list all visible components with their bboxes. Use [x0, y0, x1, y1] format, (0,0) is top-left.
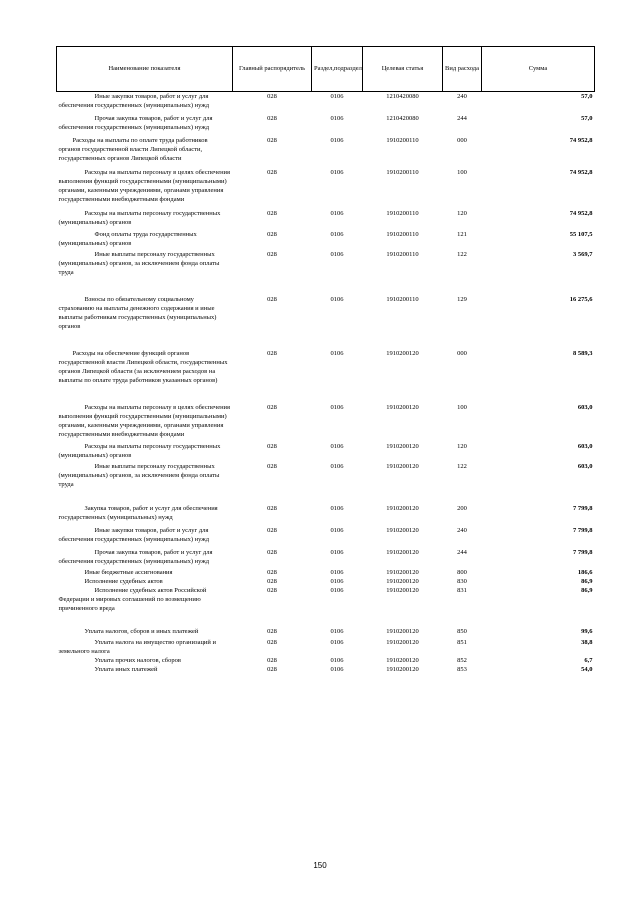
- row-target: 1910200120: [386, 569, 419, 576]
- row-expense-type: 244: [457, 115, 467, 122]
- row-main-manager: 028: [267, 463, 277, 470]
- row-name-text: Иные выплаты персоналу государственных (муниципальных) органов, за исключением фонда оплаты труда: [58, 251, 220, 276]
- header-section: Раздел,подраздел: [312, 47, 363, 92]
- row-main-manager: 028: [267, 231, 277, 238]
- row-main-manager: 028: [267, 578, 277, 585]
- table-row: [57, 136, 595, 168]
- row-main-manager: 028: [267, 628, 277, 635]
- row-name: [57, 295, 233, 349]
- row-section: 0106: [330, 628, 344, 635]
- row-section: 0106: [330, 657, 344, 664]
- row-target: 1910200120: [386, 404, 419, 411]
- row-name: [57, 548, 233, 568]
- row-section: 0106: [330, 569, 344, 576]
- row-section: 0106: [330, 93, 344, 100]
- row-section: 0106: [330, 251, 344, 258]
- row-main-manager: 028: [267, 296, 277, 303]
- row-name-text: Исполнение судебных актов: [84, 578, 163, 585]
- row-expense-type: 000: [457, 137, 467, 144]
- row-sum: 7 799,8: [573, 549, 593, 556]
- row-expense-type: 100: [457, 169, 467, 176]
- row-main-manager: 028: [267, 587, 277, 594]
- row-section: 0106: [330, 115, 344, 122]
- table-header-row: [57, 47, 595, 92]
- header-name: Наименование показателя: [57, 47, 233, 92]
- row-section: 0106: [330, 549, 344, 556]
- row-sum: 74 952,8: [569, 169, 593, 176]
- row-expense-type: 122: [457, 251, 467, 258]
- budget-table: [56, 46, 595, 674]
- header-main-manager: Главный распорядитель: [233, 47, 312, 92]
- row-main-manager: 028: [267, 404, 277, 411]
- row-main-manager: 028: [267, 549, 277, 556]
- row-name-text: Исполнение судебных актов Российской Федерации и мировых соглашений по возмещению причиненного вреда: [58, 587, 207, 612]
- row-name: [57, 656, 233, 665]
- row-main-manager: 028: [267, 527, 277, 534]
- row-name-text: Прочая закупка товаров, работ и услуг для обеспечения государственных (муниципальных) нужд: [58, 115, 213, 131]
- row-name-text: Расходы на выплаты по оплате труда работников органов государственной власти Липецкой области, государственных органов Липецкой области: [58, 137, 208, 162]
- row-name: [57, 403, 233, 442]
- row-expense-type: 244: [457, 549, 467, 556]
- row-target: 1910200120: [386, 527, 419, 534]
- row-target: 1910200110: [386, 137, 419, 144]
- page-number: 150: [313, 861, 327, 870]
- row-expense-type: 800: [457, 569, 467, 576]
- table-row: [57, 442, 595, 462]
- row-name: [57, 442, 233, 462]
- row-section: 0106: [330, 350, 344, 357]
- row-section: 0106: [330, 169, 344, 176]
- row-name-text: Иные закупки товаров, работ и услуг для обеспечения государственных (муниципальных) нужд: [58, 93, 210, 109]
- row-sum: 57,0: [581, 115, 593, 122]
- row-target: 1210420080: [386, 115, 419, 122]
- row-name: [57, 349, 233, 403]
- row-name-text: Взносы по обязательному социальному страхованию на выплаты денежного содержания и иные выплаты работникам государственных (муниципальных) органов: [58, 296, 217, 330]
- table-row: [57, 577, 595, 586]
- table-row: [57, 230, 595, 250]
- row-section: 0106: [330, 578, 344, 585]
- row-expense-type: 100: [457, 404, 467, 411]
- row-main-manager: 028: [267, 666, 277, 673]
- row-sum: 86,9: [581, 587, 593, 594]
- row-expense-type: 853: [457, 666, 467, 673]
- row-sum: 74 952,8: [569, 137, 593, 144]
- row-sum: 603,0: [577, 443, 593, 450]
- row-name-text: Расходы на выплаты персоналу в целях обеспечения выполнения функций государственными (муниципальными) органами, казенными учреждениями, органами управления государственными внебюджетными фондами: [58, 169, 231, 203]
- row-expense-type: 200: [457, 505, 467, 512]
- row-name: [57, 114, 233, 136]
- row-target: 1910200120: [386, 443, 419, 450]
- row-expense-type: 831: [457, 587, 467, 594]
- row-sum: 57,0: [581, 93, 593, 100]
- row-name-text: Закупка товаров, работ и услуг для обеспечения государственных (муниципальных) нужд: [58, 505, 218, 521]
- row-main-manager: 028: [267, 569, 277, 576]
- row-section: 0106: [330, 587, 344, 594]
- table-row: [57, 665, 595, 674]
- table-row: [57, 627, 595, 638]
- row-name-text: Уплата иных платежей: [94, 666, 158, 673]
- row-sum: 74 952,8: [569, 210, 593, 217]
- row-sum: 186,6: [577, 569, 593, 576]
- row-target: 1910200120: [386, 350, 419, 357]
- row-sum: 54,0: [581, 666, 593, 673]
- row-expense-type: 120: [457, 443, 467, 450]
- row-name: [57, 627, 233, 638]
- row-name: [57, 568, 233, 577]
- row-section: 0106: [330, 505, 344, 512]
- row-expense-type: 129: [457, 296, 467, 303]
- row-sum: 99,6: [581, 628, 593, 635]
- row-main-manager: 028: [267, 251, 277, 258]
- row-expense-type: 122: [457, 463, 467, 470]
- table-row: [57, 209, 595, 230]
- row-name: [57, 586, 233, 627]
- row-name: [57, 230, 233, 250]
- row-expense-type: 240: [457, 527, 467, 534]
- row-name: [57, 526, 233, 548]
- row-sum: 7 799,8: [573, 527, 593, 534]
- row-target: 1210420080: [386, 93, 419, 100]
- row-name: [57, 577, 233, 586]
- header-sum: Сумма: [482, 47, 595, 92]
- row-target: 1910200120: [386, 463, 419, 470]
- row-target: 1910200110: [386, 169, 419, 176]
- row-sum: 8 589,3: [573, 350, 593, 357]
- row-sum: 6,7: [584, 657, 593, 664]
- table-row: [57, 586, 595, 627]
- row-sum: 603,0: [577, 463, 593, 470]
- row-sum: 86,9: [581, 578, 593, 585]
- header-target: Целевая статья: [363, 47, 443, 92]
- row-main-manager: 028: [267, 210, 277, 217]
- table-row: [57, 568, 595, 577]
- header-expense-type: Вид расхода: [443, 47, 482, 92]
- row-target: 1910200120: [386, 578, 419, 585]
- row-sum: 603,0: [577, 404, 593, 411]
- row-section: 0106: [330, 231, 344, 238]
- row-section: 0106: [330, 296, 344, 303]
- row-main-manager: 028: [267, 169, 277, 176]
- row-name-text: Прочая закупка товаров, работ и услуг для обеспечения государственных (муниципальных) нужд: [58, 549, 213, 565]
- row-name-text: Иные выплаты персоналу государственных (муниципальных) органов, за исключением фонда оплаты труда: [58, 463, 220, 488]
- row-main-manager: 028: [267, 93, 277, 100]
- row-target: 1910200120: [386, 587, 419, 594]
- row-main-manager: 028: [267, 639, 277, 646]
- row-sum: 38,8: [581, 639, 593, 646]
- row-expense-type: 120: [457, 210, 467, 217]
- row-target: 1910200120: [386, 666, 419, 673]
- row-name: [57, 665, 233, 674]
- row-target: 1910200110: [386, 296, 419, 303]
- row-name: [57, 250, 233, 295]
- table-row: [57, 114, 595, 136]
- row-name-text: Иные закупки товаров, работ и услуг для обеспечения государственных (муниципальных) нужд: [58, 527, 210, 543]
- row-target: 1910200120: [386, 657, 419, 664]
- table-row: [57, 250, 595, 295]
- row-target: 1910200120: [386, 628, 419, 635]
- table-row: [57, 295, 595, 349]
- row-main-manager: 028: [267, 443, 277, 450]
- row-target: 1910200110: [386, 231, 419, 238]
- row-name-text: Расходы на выплаты персоналу в целях обеспечения выполнения функций государственными (муниципальными) органами, казенными учреждениями, органами управления государственными внебюджетными фондами: [58, 404, 231, 438]
- row-expense-type: 000: [457, 350, 467, 357]
- table-row: [57, 656, 595, 665]
- row-sum: 16 275,6: [569, 296, 593, 303]
- row-section: 0106: [330, 404, 344, 411]
- row-name: [57, 209, 233, 230]
- row-main-manager: 028: [267, 657, 277, 664]
- row-section: 0106: [330, 443, 344, 450]
- row-name: [57, 462, 233, 504]
- row-name: [57, 168, 233, 209]
- row-name: [57, 136, 233, 168]
- row-sum: 3 569,7: [573, 251, 593, 258]
- row-name-text: Расходы на выплаты персоналу государственных (муниципальных) органов: [58, 443, 221, 459]
- table-row: [57, 526, 595, 548]
- row-section: 0106: [330, 527, 344, 534]
- row-main-manager: 028: [267, 137, 277, 144]
- row-expense-type: 850: [457, 628, 467, 635]
- table-row: [57, 349, 595, 403]
- row-name: [57, 638, 233, 656]
- row-expense-type: 852: [457, 657, 467, 664]
- row-name: [57, 92, 233, 115]
- row-name-text: Уплата налога на имущество организаций и земельного налога: [58, 639, 216, 655]
- row-target: 1910200120: [386, 549, 419, 556]
- row-main-manager: 028: [267, 505, 277, 512]
- row-expense-type: 240: [457, 93, 467, 100]
- row-name-text: Уплата налогов, сборов и иных платежей: [84, 628, 199, 635]
- row-name-text: Расходы на обеспечение функций органов государственной власти Липецкой области, государственных органов Липецкой области (за исключением расходов на выплаты по оплате труда работников указанных органов): [58, 350, 228, 384]
- row-name-text: Уплата прочих налогов, сборов: [94, 657, 181, 664]
- row-target: 1910200120: [386, 505, 419, 512]
- row-target: 1910200110: [386, 210, 419, 217]
- row-main-manager: 028: [267, 115, 277, 122]
- row-sum: 55 107,5: [569, 231, 593, 238]
- row-expense-type: 830: [457, 578, 467, 585]
- table-body: [57, 92, 595, 675]
- table-row: [57, 548, 595, 568]
- table-row: [57, 92, 595, 115]
- row-section: 0106: [330, 639, 344, 646]
- row-target: 1910200110: [386, 251, 419, 258]
- row-name: [57, 504, 233, 526]
- table-row: [57, 403, 595, 442]
- table-row: [57, 504, 595, 526]
- row-name-text: Иные бюджетные ассигнования: [84, 569, 173, 576]
- row-section: 0106: [330, 137, 344, 144]
- row-sum: 7 799,8: [573, 505, 593, 512]
- row-target: 1910200120: [386, 639, 419, 646]
- table-row: [57, 168, 595, 209]
- row-section: 0106: [330, 210, 344, 217]
- row-name-text: Расходы на выплаты персоналу государственных (муниципальных) органов: [58, 210, 221, 226]
- table-row: [57, 462, 595, 504]
- row-section: 0106: [330, 666, 344, 673]
- table-row: [57, 638, 595, 656]
- row-name-text: Фонд оплаты труда государственных (муниципальных) органов: [58, 231, 197, 247]
- row-section: 0106: [330, 463, 344, 470]
- row-expense-type: 851: [457, 639, 467, 646]
- row-expense-type: 121: [457, 231, 467, 238]
- row-main-manager: 028: [267, 350, 277, 357]
